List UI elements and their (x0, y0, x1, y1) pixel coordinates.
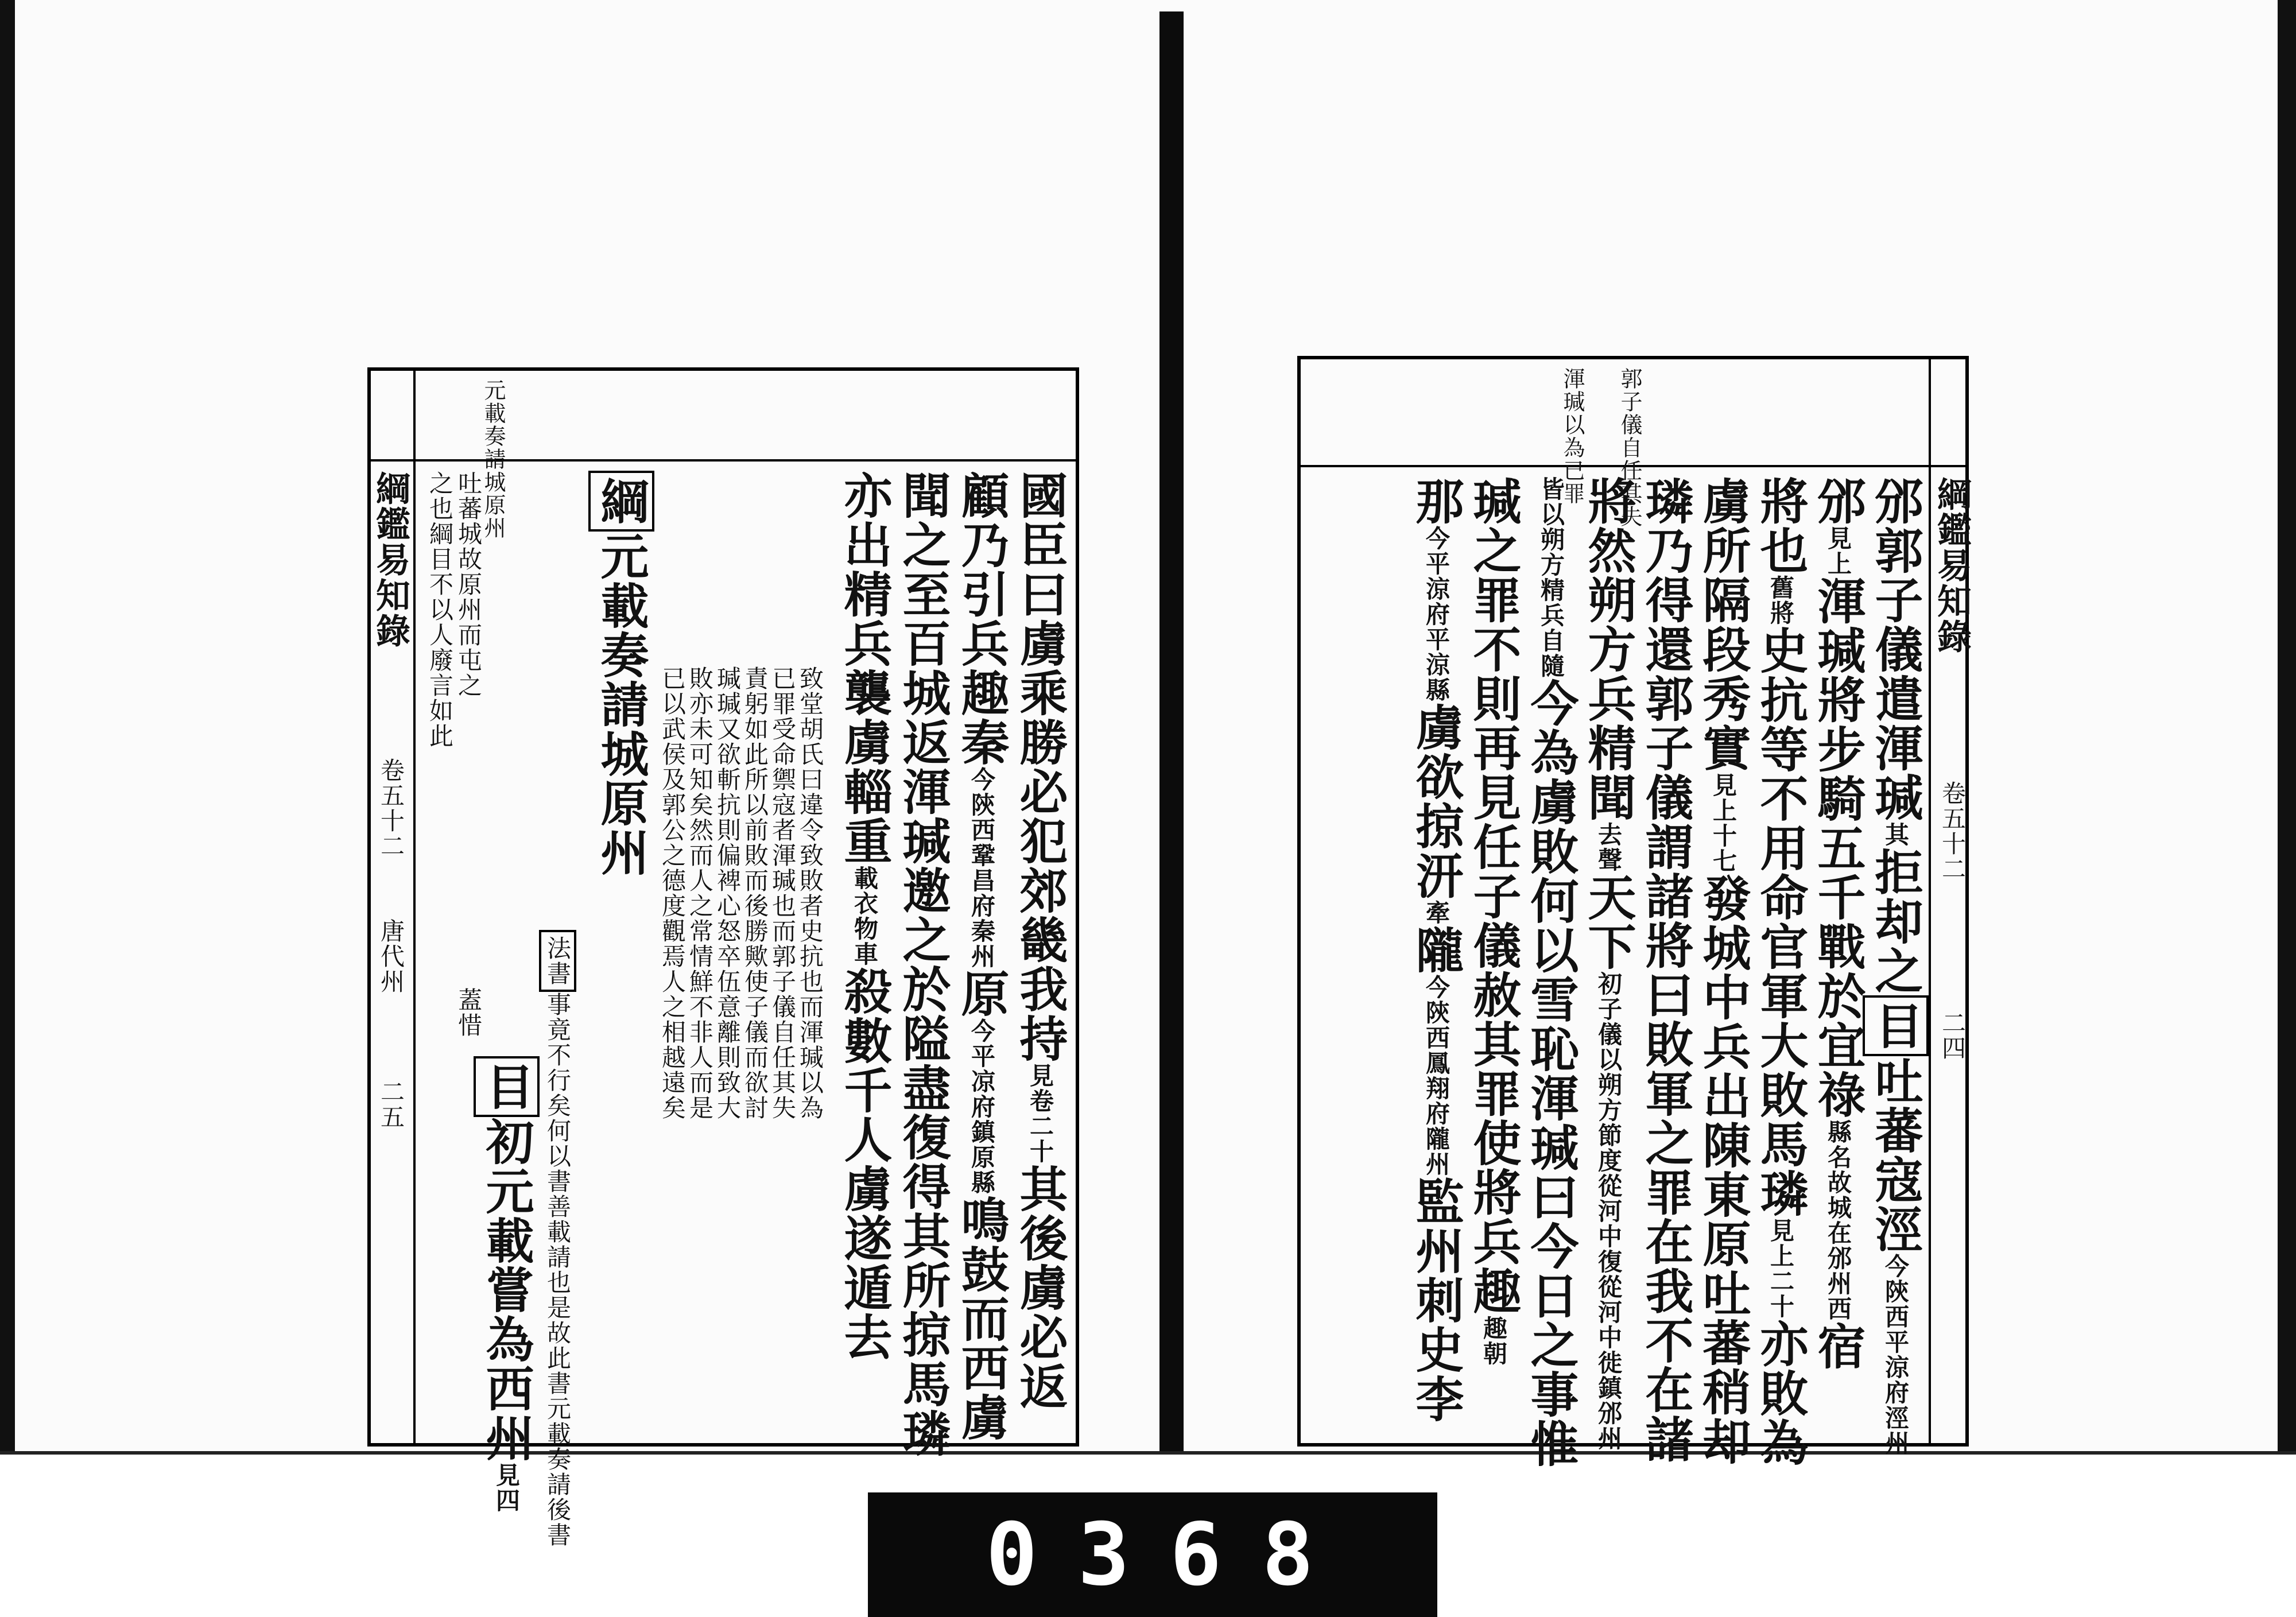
left-comment-col-3: 責躬如此所以前敗而後勝歟使子儀而欲討 (741, 666, 769, 1120)
right-edge-title: 綱鑑易知錄 (1932, 476, 1972, 654)
left-comment-col-5: 敗亦未可知矣然而人之常情鮮不非人而是 (686, 666, 714, 1120)
right-col-1: 邠郭子儀遣渾瑊其拒却之目吐蕃寇涇今陝西平涼府涇州 (1871, 476, 1919, 1456)
mu-label-right: 目 (1863, 995, 1929, 1056)
left-edge-title: 綱鑑易知錄 (370, 471, 410, 649)
right-col-3: 將也舊將史抗等不用命官軍大敗馬璘見上二十亦敗為 (1752, 476, 1809, 1467)
left-comment-col-6: 已以武侯及郭公之德度觀焉人之相越遠矣 (658, 666, 687, 1120)
right-header-note-1: 郭子儀自任其失 (1617, 367, 1642, 528)
scan-edge-right (2278, 0, 2296, 1452)
fa-label: 法書 (539, 930, 576, 992)
right-edge-rule (1929, 356, 1931, 1447)
left-comment-col-4: 瑊瑊又欲斬抗則偏裨心怒卒伍意離則致大 (713, 666, 742, 1120)
left-header-note: 元載奏請城原州 (480, 379, 506, 540)
right-edge-folio: 二四 (1938, 1010, 1967, 1061)
left-col-3: 聞之至百城返渾瑊邀之於隘盡復得其所掠馬璘 (895, 471, 952, 1458)
left-col-1: 國臣曰虜乘勝必犯郊畿我持見卷二十其後虜必返 (1012, 471, 1069, 1411)
left-comment-col-1: 致堂胡氏曰違令致敗者史抗也而渾瑊以為 (796, 666, 824, 1120)
left-note-col-2: 之也綱目不以人廢言如此 (426, 471, 454, 749)
left-edge-rule (413, 367, 416, 1447)
left-header-rule (367, 459, 1079, 462)
left-note-col-1: 吐蕃城故原州而屯之 (455, 471, 483, 698)
right-edge-volume: 卷五十二 (1938, 781, 1967, 882)
scan-edge-left (0, 0, 15, 1452)
right-col-2: 邠見上渾瑊將步騎五千戰於宜祿縣名故城在邠州西宿 (1810, 476, 1867, 1371)
right-header-note-2: 渾瑊以為已罪 (1560, 367, 1585, 505)
left-comment-col-2: 已罪受命禦寇者渾瑊也而郭子儀自任其失 (769, 666, 797, 1120)
left-note-col-3: 蓋惜 (455, 987, 483, 1038)
book-spine (1159, 11, 1184, 1452)
right-col-8: 瑊之罪不則再見任子儀赦其罪使將兵趣趣朝 (1465, 476, 1522, 1366)
left-col-4: 亦出精兵襲虜輜重載衣物車殺數千人虜遂遁去 (836, 471, 893, 1362)
right-col-5: 璘乃得還郭子儀謂諸將曰敗軍之罪在我不在諸 (1638, 476, 1694, 1464)
right-page (1297, 115, 1975, 1468)
right-col-6: 將然朔方兵精聞去聲天下初子儀以朔方節度從河中復從河中徙鎮邠州 (1580, 476, 1637, 1451)
left-edge-dynasty: 唐代州 (377, 918, 405, 994)
scan-bottom-edge (0, 1451, 2296, 1455)
archive-number-stamp: 0368 (868, 1492, 1437, 1617)
right-col-7: 皆以朔方精兵自隨今為虜敗何以雪恥渾瑊曰今日之事惟 (1523, 476, 1580, 1468)
left-fa-column: 法書事竟不行矣何以書善載請也是故此書元載奏請後書 (545, 930, 569, 1548)
left-edge-folio: 二五 (377, 1079, 405, 1130)
mu-label: 目 (474, 1056, 540, 1117)
right-col-4: 虜所隔段秀實見上十七發城中兵出陳東原吐蕃稍却 (1695, 476, 1752, 1466)
gang-label: 綱 (588, 471, 654, 532)
left-mu-column: 目初元載嘗為西州見四 (482, 1056, 530, 1513)
right-col-9: 那今平涼府平涼縣虜欲掠汧牽隴今陝西鳳翔府隴州監州刺史李 (1408, 476, 1465, 1424)
left-gang-column: 綱元載奏請城原州 (597, 471, 645, 877)
left-edge-volume: 卷五十二 (377, 758, 405, 859)
left-col-2: 顧乃引兵趣秦今陝西鞏昌府秦州原今平凉府鎮原縣鳴鼓而西虜 (953, 471, 1010, 1442)
left-page (356, 115, 1108, 1548)
